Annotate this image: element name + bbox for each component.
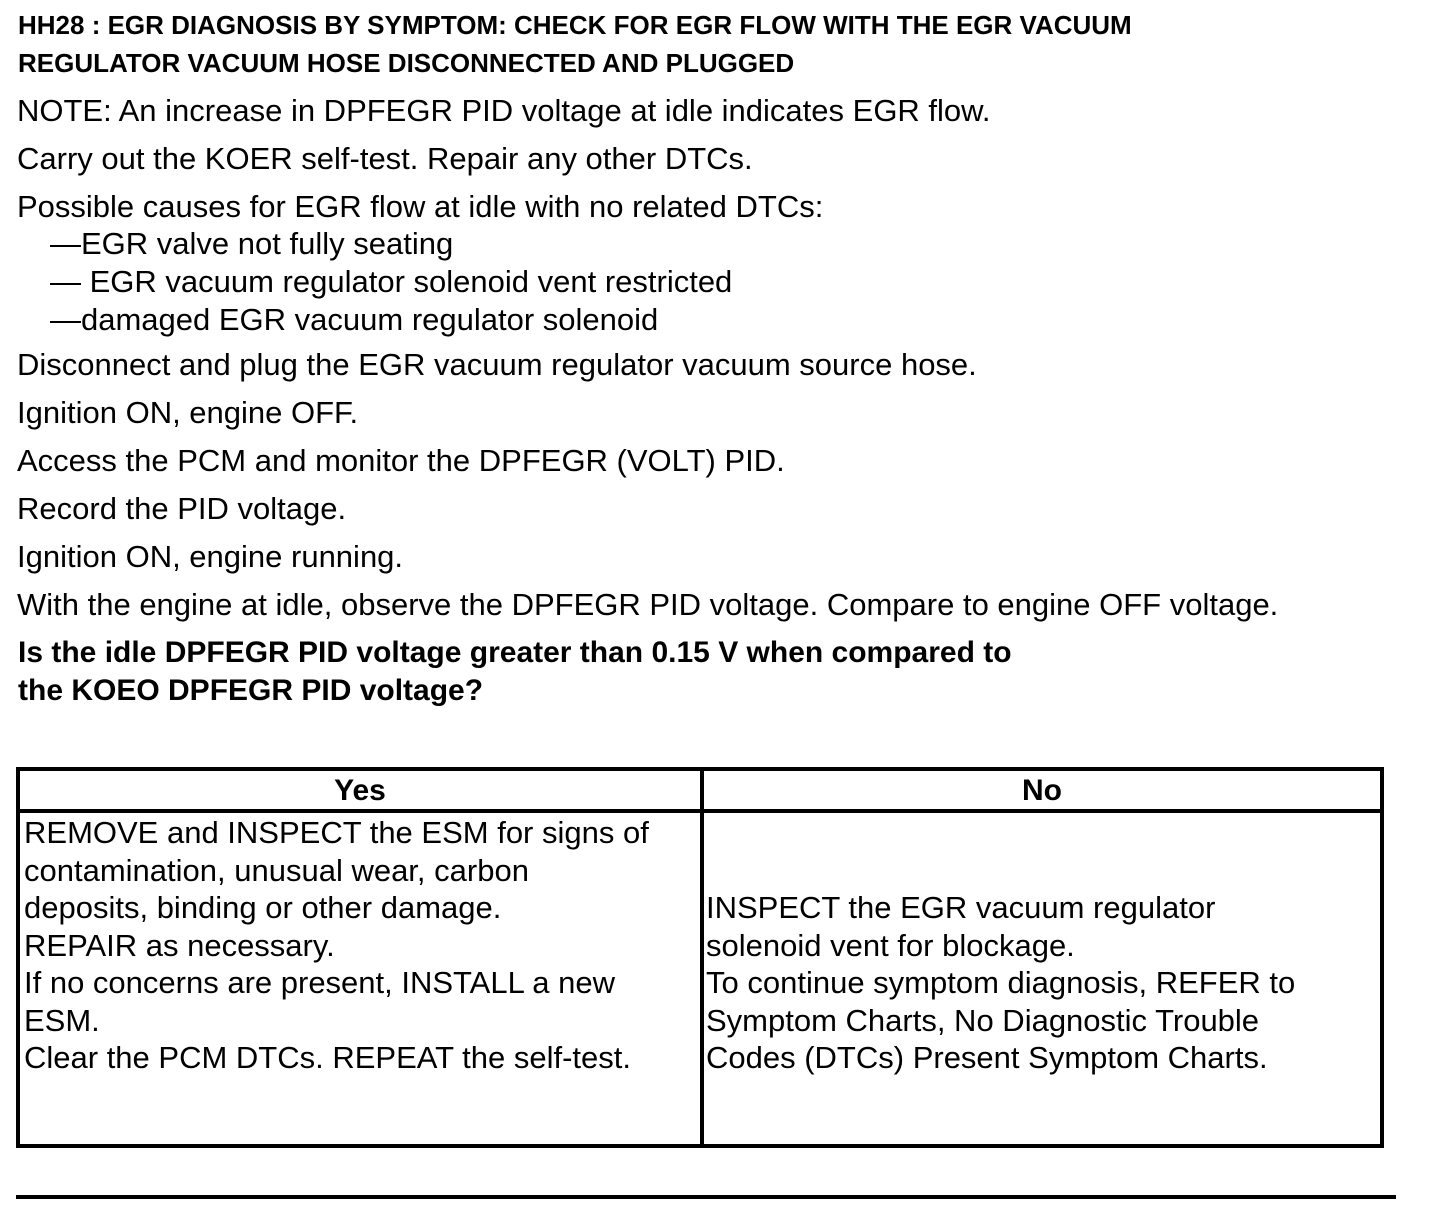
cause-item: —damaged EGR vacuum regulator solenoid [50, 302, 659, 337]
yes-action-line: If no concerns are present, INSTALL a new [24, 965, 616, 1000]
procedure-title-line-2: REGULATOR VACUUM HOSE DISCONNECTED AND PLUGGED [18, 48, 795, 78]
yes-action-line: deposits, binding or other damage. [24, 890, 502, 925]
header-divider [20, 809, 1380, 813]
yes-action-line: ESM. [24, 1002, 100, 1038]
yes-action-line: Clear the PCM DTCs. REPEAT the self-test. [24, 1040, 631, 1075]
yes-action-line: contamination, unusual wear, carbon [24, 852, 529, 888]
yes-action-line: REMOVE and INSPECT the ESM for signs of [24, 815, 649, 850]
note-text: NOTE: An increase in DPFEGR PID voltage at idle indicates EGR flow. [17, 93, 991, 128]
cause-item: — EGR vacuum regulator solenoid vent restricted [50, 264, 733, 299]
ignition-off-step: Ignition ON, engine OFF. [17, 395, 359, 430]
no-action-cell [706, 889, 1378, 1077]
decision-question-line-1: Is the idle DPFEGR PID voltage greater than 0.15 V when compared to [18, 636, 1012, 669]
yes-column-header: Yes [334, 774, 386, 807]
no-action-line: INSPECT the EGR vacuum regulator [706, 890, 1216, 925]
procedure-title [18, 6, 1318, 82]
no-action-line: Symptom Charts, No Diagnostic Trouble [706, 1002, 1260, 1038]
no-action-line: Codes (DTCs) Present Symptom Charts. [706, 1040, 1268, 1075]
yes-action-line: REPAIR as necessary. [24, 927, 335, 963]
record-step: Record the PID voltage. [17, 491, 347, 526]
koer-step: Carry out the KOER self-test. Repair any other DTCs. [17, 141, 753, 176]
cause-item: —EGR valve not fully seating [50, 226, 454, 261]
no-action-line: solenoid vent for blockage. [706, 927, 1075, 963]
column-divider [700, 771, 704, 1144]
bottom-divider [16, 1195, 1396, 1199]
ignition-running-step: Ignition ON, engine running. [17, 539, 404, 574]
procedure-title-line-1: HH28 : EGR DIAGNOSIS BY SYMPTOM: CHECK FOR EGR FLOW WITH THE EGR VACUUM [18, 10, 1132, 40]
disconnect-step: Disconnect and plug the EGR vacuum regulator vacuum source hose. [17, 347, 977, 382]
access-pcm-step: Access the PCM and monitor the DPFEGR (VOLT) PID. [17, 443, 785, 478]
no-action-line: To continue symptom diagnosis, REFER to [706, 965, 1296, 1000]
decision-question-line-2: the KOEO DPFEGR PID voltage? [18, 674, 484, 707]
yes-no-table [16, 767, 1384, 1148]
yes-action-cell [24, 814, 700, 1077]
causes-intro: Possible causes for EGR flow at idle with no related DTCs: [17, 189, 824, 224]
no-column-header: No [1022, 774, 1062, 807]
decision-question [18, 634, 1218, 710]
observe-step: With the engine at idle, observe the DPFEGR PID voltage. Compare to engine OFF voltage. [17, 587, 1279, 622]
